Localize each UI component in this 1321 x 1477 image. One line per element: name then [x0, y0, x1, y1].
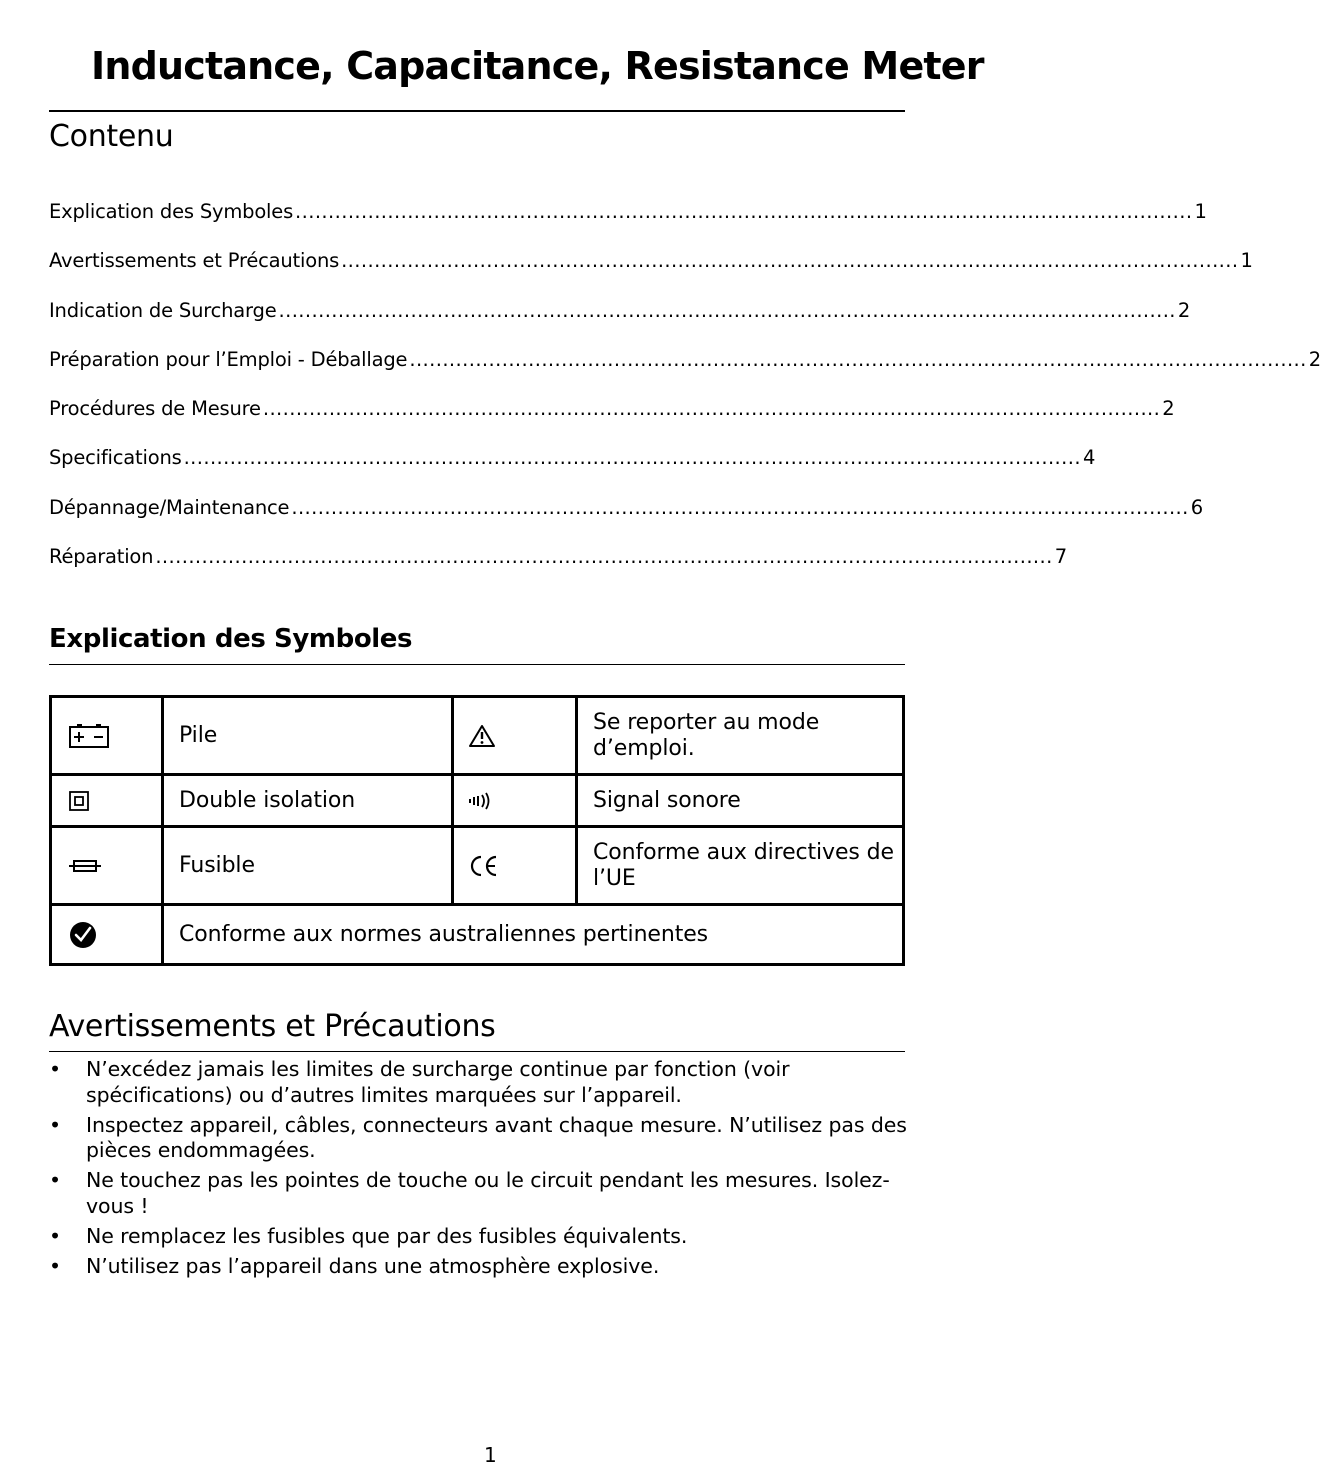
list-item	[49, 1113, 909, 1164]
symbol-description: Conforme aux normes australiennes pertinentes	[163, 905, 904, 965]
symbol-description: Pile	[163, 697, 453, 775]
toc-leader-dots: ........................................................................................................................................	[291, 496, 1189, 519]
symbol-icon-cell	[51, 697, 163, 775]
toc-item[interactable]	[49, 397, 1175, 425]
fuse-icon	[68, 858, 161, 874]
list-item	[49, 1168, 909, 1219]
symbol-icon-cell	[453, 697, 577, 775]
warnings-heading: Avertissements et Précautions	[49, 1009, 496, 1044]
symbols-heading: Explication des Symboles	[49, 624, 413, 654]
toc-leader-dots: ........................................................................................................................................	[409, 348, 1307, 371]
bullet-icon: •	[49, 1253, 61, 1278]
toc-item-page: 1	[1240, 249, 1253, 272]
toc-item-page: 4	[1082, 446, 1096, 469]
battery-icon	[68, 723, 161, 749]
symbol-icon-cell	[453, 775, 577, 827]
list-item	[49, 1057, 909, 1108]
warning-text: Ne touchez pas les pointes de touche ou le circuit pendant les mesures. Isolez-vous !	[86, 1168, 890, 1218]
toc-item-page: 2	[1308, 348, 1321, 371]
symbols-divider	[49, 664, 905, 665]
list-item	[49, 1224, 909, 1250]
page-number: 1	[484, 1443, 497, 1467]
toc-item-page: 1	[1194, 200, 1207, 223]
toc-item-page: 7	[1054, 545, 1067, 568]
toc-item-label: Avertissements et Précautions	[49, 249, 340, 272]
title-divider	[49, 110, 905, 112]
warnings-divider	[49, 1051, 905, 1052]
toc-item-label: Dépannage/Maintenance	[49, 496, 290, 519]
toc-leader-dots: ........................................................................................................................................	[341, 249, 1239, 272]
symbol-icon-cell	[453, 827, 577, 905]
warning-text: N’utilisez pas l’appareil dans une atmosphère explosive.	[86, 1253, 660, 1278]
toc-item[interactable]	[49, 200, 1207, 228]
toc-item[interactable]	[49, 545, 1067, 573]
symbol-icon-cell	[51, 775, 163, 827]
toc-item-page: 6	[1190, 496, 1203, 519]
toc-item-label: Specifications	[49, 446, 182, 469]
table-row	[51, 775, 904, 827]
toc-leader-dots: ........................................................................................................................................	[278, 299, 1176, 322]
toc-item-label: Réparation	[49, 545, 154, 568]
toc-item[interactable]	[49, 496, 1203, 524]
toc-item-label: Préparation pour l’Emploi - Déballage	[49, 348, 408, 371]
beeper-icon	[468, 791, 575, 811]
symbols-table	[49, 695, 905, 966]
symbol-icon-cell	[51, 905, 163, 965]
bullet-icon: •	[49, 1223, 61, 1248]
table-row	[51, 697, 904, 775]
toc-leader-dots: ........................................................................................................................................	[262, 397, 1161, 420]
warnings-list	[49, 1057, 909, 1284]
toc-item-label: Indication de Surcharge	[49, 299, 277, 322]
toc-item[interactable]	[49, 249, 1253, 277]
toc-item[interactable]	[49, 348, 1321, 376]
page-title: Inductance, Capacitance, Resistance Meter	[91, 44, 984, 88]
bullet-icon: •	[49, 1112, 61, 1137]
symbol-description: Fusible	[163, 827, 453, 905]
symbol-icon-cell	[51, 827, 163, 905]
toc-leader-dots: ........................................................................................................................................	[183, 446, 1081, 469]
list-item	[49, 1254, 909, 1280]
c-tick-icon	[68, 920, 161, 950]
toc-leader-dots: ........................................................................................................................................	[295, 200, 1193, 223]
bullet-icon: •	[49, 1057, 61, 1081]
toc-item-label: Procédures de Mesure	[49, 397, 261, 420]
warning-triangle-icon	[468, 724, 575, 748]
warning-text: Inspectez appareil, câbles, connecteurs avant chaque mesure. N’utilisez pas des pièces endommagées.	[86, 1112, 907, 1162]
warning-text: N’excédez jamais les limites de surcharge continue par fonction (voir spécifications) ou d’autres limites marquées sur l’appareil.	[86, 1057, 790, 1107]
toc-heading: Contenu	[49, 119, 174, 154]
symbol-description: Conforme aux directives de l’UE	[577, 827, 904, 905]
symbol-description: Double isolation	[163, 775, 453, 827]
symbol-description: Signal sonore	[577, 775, 904, 827]
ce-mark-icon	[468, 854, 575, 878]
toc-item-page: 2	[1177, 299, 1191, 322]
warning-text: Ne remplacez les fusibles que par des fusibles équivalents.	[86, 1223, 688, 1248]
toc-item[interactable]	[49, 446, 1096, 474]
table-row	[51, 827, 904, 905]
bullet-icon: •	[49, 1168, 61, 1192]
toc-item-label: Explication des Symboles	[49, 200, 294, 223]
toc-item[interactable]	[49, 299, 1191, 327]
toc-leader-dots: ........................................................................................................................................	[155, 545, 1053, 568]
table-row	[51, 905, 904, 965]
toc-item-page: 2	[1162, 397, 1175, 420]
double-insulation-icon	[68, 790, 161, 812]
symbol-description: Se reporter au mode d’emploi.	[577, 697, 904, 775]
